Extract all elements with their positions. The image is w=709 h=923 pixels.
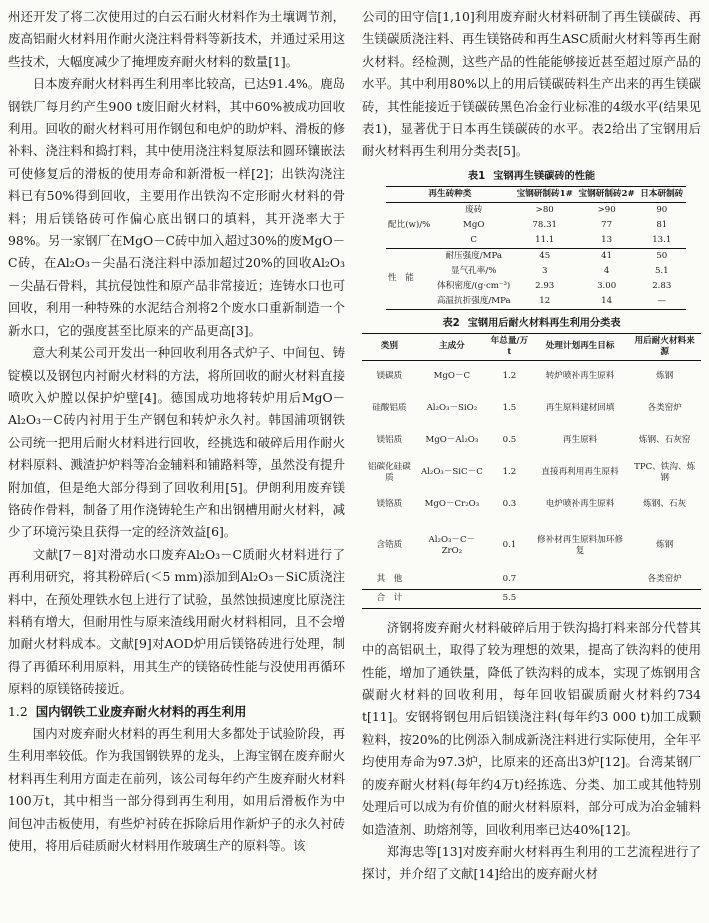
table-cell: 含锆质 <box>376 540 403 551</box>
paragraph: 郑海忠等[13]对废弃耐火材料再生利用的工艺流程进行了探讨，并介绍了文献[14]给出的废弃耐火材 <box>362 843 701 882</box>
table-cell: Al₂O₃－C－ZrO₂ <box>428 534 476 556</box>
table-1-caption <box>362 169 701 184</box>
table-cell: MgO－C <box>433 371 471 382</box>
table-cell: 1.5 <box>502 403 517 414</box>
table-cell: 直接再利用再生原料 <box>541 467 619 478</box>
table-cell: 炼钢 <box>656 540 674 551</box>
table-cell: 合 计 <box>362 589 417 608</box>
table-row <box>362 457 701 489</box>
paragraph: 州还开发了将二次使用过的白云石耐火材料作为土壤调节剂，废高铝耐火材料用作耐火浇注料骨料等新技术，并通过采用这些技术，大幅度减少了掩埋废弃耐火材料的数量[1]。 <box>8 9 345 69</box>
table-total-row <box>362 589 701 608</box>
table-row <box>386 202 686 218</box>
row-label: 耐压强度/MPa <box>445 250 502 261</box>
table-cell: 45 <box>539 250 551 261</box>
table-title: 宝钢再生镁碳砖的性能 <box>493 170 596 182</box>
table-cell: 13 <box>601 234 613 245</box>
table-cell: 41 <box>601 250 613 261</box>
paragraph: 国内对废弃耐火材料的再生利用大多都处于试验阶段，再生利用率较低。作为我国钢铁界的龙头，上海宝钢在废弃耐火材料再生利用方面走在前列，该公司每年约产生废弃耐火材料100万t，其中相当一部分得到再生利用，如用后滑板作为中间包冲击板使用，有些炉衬砖在拆除后用作新炉子的永久衬砖使用，将用后硅质耐火材料用作玻璃生产的原料等。该 <box>8 726 345 854</box>
table-cell: >90 <box>597 204 616 215</box>
table-cell: Al₂O₃－SiO₂ <box>426 403 478 414</box>
table-cell: 14 <box>601 295 613 306</box>
table-cell: 各类窑炉 <box>647 574 682 585</box>
table-cell: 77 <box>601 219 613 230</box>
table-cell: 镁铝质 <box>376 435 403 446</box>
table-cell: 其 他 <box>376 574 403 585</box>
table-cell <box>417 571 487 590</box>
table-header-cell: 用后耐火材料来源 <box>634 335 695 357</box>
table-header-cell: 再生砖种类 <box>428 188 472 199</box>
table-cell <box>628 589 701 608</box>
table-cell <box>417 589 487 608</box>
row-label: 显气孔率/% <box>450 265 497 276</box>
table-cell: 5.1 <box>654 265 669 276</box>
table-cell: 3 <box>541 265 548 276</box>
table-number: 表1 <box>467 170 486 182</box>
section-heading <box>8 701 345 723</box>
table-cell: 0.5 <box>502 435 517 446</box>
paragraph: 文献[7－8]对滑动水口废弃Al₂O₃－C质耐火材料进行了再利用研究，将其粉碎后(＜5 mm)添加到Al₂O₃－SiC质浇注料中，在预处理铁水包上进行了试验，虽然蚀损速度比原浇注料稍有增大，但耐用性与原来渣线用耐火材料相同，且不会增加耐火材料成本。文献[9]对AOD炉用后镁铬砖进行处理，制得了再循环利用原料，用其生产的镁铬砖性能与没使用再循环原料的原镁铬砖接近。 <box>8 546 345 697</box>
table-cell: 镁铬质 <box>376 499 403 510</box>
table-cell: 12 <box>539 295 551 306</box>
table-row <box>362 571 701 590</box>
table-title: 宝钢用后耐火材料再生利用分类表 <box>467 317 621 329</box>
row-label: C <box>470 234 477 245</box>
table-cell: 78.31 <box>532 219 558 230</box>
table-cell: 镁碳质 <box>376 371 403 382</box>
table-cell: 炼钢 <box>656 371 674 382</box>
table-cell: — <box>657 295 667 306</box>
table-cell: 转炉喷补再生原料 <box>545 371 615 382</box>
table-header-cell: 宝钢研制砖1# <box>516 188 573 199</box>
table-cell: 炼钢、石灰窑 <box>638 435 691 446</box>
section-number: 1.2 <box>8 703 28 719</box>
table-header-cell: 宝钢研制砖2# <box>578 188 635 199</box>
paragraph: 日本废弃耐火材料再生利用率比较高，已达91.4%。鹿岛钢铁厂每月约产生900 t废旧耐火材料，其中60%被成功回收利用。回收的耐火材料可用作钢包和电炉的助炉料、滑板的修补料、浇注料和捣打料，其中使用浇注料复原法和圆环镶嵌法可使修复后的滑板的使用寿命和新滑板一样[2]；出铁沟浇注料已有50%得到回收，主要用作出铁沟不定形耐火材料的骨料；用后镁铬砖可作偏心底出钢口的填料，其开浇率大于98%。另一家钢厂在MgO－C砖中加入超过30%的废MgO－C砖，在Al₂O₃－尖晶石浇注料中添加超过20%的回收Al₂O₃－尖晶石骨料，其抗侵蚀性和原产品非常接近；连铸水口也可回收，利用一种特殊的水泥结合剂将2个废水口重新制造一个新水口，它的强度甚至比原来的产品更高[3]。 <box>8 76 345 338</box>
table-2 <box>362 333 701 609</box>
table-cell: 0.1 <box>502 540 517 551</box>
table-header-cell: 日本研制砖 <box>640 188 684 199</box>
table-row <box>362 360 701 393</box>
table-cell: 1.2 <box>502 467 517 478</box>
row-label: 高温抗折强度/MPa <box>436 295 511 306</box>
table-cell: 5.5 <box>487 589 532 608</box>
table-cell <box>532 571 629 590</box>
table-cell: 81 <box>656 219 668 230</box>
table-cell: 11.1 <box>535 234 555 245</box>
right-column <box>362 6 701 886</box>
table-cell: 90 <box>656 204 668 215</box>
paragraph: 济钢将废弃耐火材料破碎后用于铁沟捣打料来部分代替其中的高铝矾土，取得了较为理想的效果，提高了铁沟料的使用性能，增加了通铁量，降低了铁沟料的成本，实现了炼钢用含碳耐火材料的回收利用，每年回收铝碳质耐火材料约734 t[11]。安钢将钢包用后铝镁浇注料(每年约3 000 t)加工成颗粒料，按20%的比例添入制成新浇注料进行实际使用，全年平均使用寿命为97.3炉，比原来的还高出3炉[12]。台湾某钢厂的废弃耐火材料(每年约4万t)经拣选、分类、加工或其他特别处理后可以成为有价值的耐火材料原料，部分可成为冶金辅料如造渣剂、助熔剂等，回收利用率已达40%[12]。 <box>362 619 701 837</box>
table-cell: 各类窑炉 <box>647 403 682 414</box>
row-group-label: 性 能 <box>388 273 414 284</box>
table-cell: >80 <box>535 204 554 215</box>
table-cell: MgO－Cr₂O₃ <box>424 499 480 510</box>
table-row <box>362 521 701 571</box>
row-group-label: 配比(w)/% <box>388 219 431 230</box>
table-header-cell: 处理计划再生目标 <box>545 341 615 352</box>
table-cell: 硅酸铝质 <box>372 403 407 414</box>
table-cell: 3.00 <box>597 280 617 291</box>
table-cell: 炼钢、石灰 <box>643 499 687 510</box>
table-cell: Al₂O₃－SiC－C <box>420 467 483 478</box>
table-cell: 修补材再生原料加环修复 <box>537 534 624 556</box>
table-cell: 1.2 <box>502 371 517 382</box>
table-1 <box>386 186 686 310</box>
table-cell: 2.93 <box>535 280 555 291</box>
table-cell: TPC、铁沟、炼钢 <box>634 461 696 483</box>
table-number: 表2 <box>442 317 460 329</box>
table-header-row <box>362 333 701 360</box>
table-cell: MgO－Al₂O₃ <box>425 435 479 446</box>
row-label: 体积密度/(g·cm⁻³) <box>437 280 511 291</box>
table-cell: 0.3 <box>502 499 517 510</box>
row-label: 废砖 <box>465 204 483 215</box>
table-header-row <box>386 186 686 202</box>
table-header-cell: 类别 <box>380 341 398 352</box>
left-column <box>8 6 345 857</box>
table-2-caption <box>362 316 701 331</box>
table-row <box>362 489 701 521</box>
table-cell: 2.83 <box>652 280 672 291</box>
table-row <box>386 248 686 264</box>
paragraph: 公司的田守信[1,10]利用废弃耐火材料研制了再生镁碳砖、再生镁碳质浇注料、再生镁铬砖和再生ASC质耐火材料等再生耐火材料。经检测，这些产品的性能能够接近甚至超过原产品的水平。其中利用80%以上的用后镁碳砖料生产出来的再生镁碳砖，其性能接近于镁碳砖黑色冶金行业标准的4级水平(结果见表1)，显著优于日本再生镁碳砖的水平。表2给出了宝钢用后耐火材料再生利用分类表[5]。 <box>362 9 701 159</box>
table-cell <box>532 589 629 608</box>
table-row <box>362 425 701 457</box>
table-cell: 铝碳化硅碳质 <box>367 461 411 483</box>
table-header-cell: 年总量/万t <box>490 335 529 357</box>
row-label: MgO <box>463 219 485 230</box>
table-cell: 再生原料 <box>562 435 598 446</box>
table-cell: 0.7 <box>502 574 517 585</box>
table-cell: 13.1 <box>652 234 672 245</box>
table-header-cell: 主成分 <box>438 341 465 352</box>
section-title: 国内钢铁工业废弃耐火材料的再生利用 <box>35 703 247 719</box>
table-row <box>362 393 701 425</box>
table-cell: 电炉喷补再生原料 <box>545 499 615 510</box>
paragraph: 意大利某公司开发出一种回收利用各式炉子、中间包、铸锭模以及钢包内衬耐火材料的方法，将所回收的耐火材料直接喷吹入炉膛以保护炉壁[4]。德国成功地将转炉用后MgO－Al₂O₃－C砖内衬用于生产钢包和转炉永久衬。韩国浦项钢铁公司统一把用后耐火材料进行回收，经挑选和破碎后用作耐火材料原料、溅渣护炉料等冶金辅料和铺路料等，虽然没有提升附加值，但是绝大部分得到了回收利用[5]。伊朗利用废弃镁铬砖作骨料，制备了用作浇铸轮生产和出钢槽用耐火材料，减少了环境污染且获得一定的经济效益[6]。 <box>8 345 345 540</box>
table-cell: 再生原料建材回填 <box>545 403 615 414</box>
table-cell: 50 <box>656 250 668 261</box>
table-cell: 4 <box>603 265 610 276</box>
